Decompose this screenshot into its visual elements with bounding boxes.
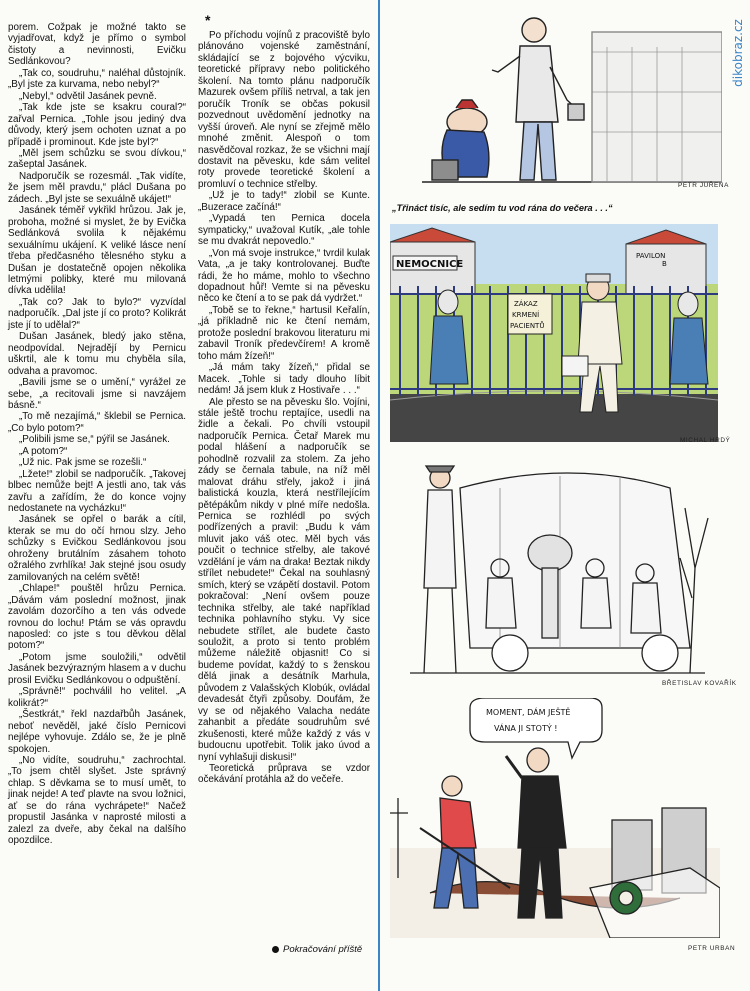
paragraph: „Správně!“ pochválil ho velitel. „A kolikrát?“: [8, 686, 186, 709]
paragraph: „Tak co? Jak to bylo?“ vyzvídal nadporučík. „Dal jste jí co proto? Kolikrát jste jí to udělal?“: [8, 296, 186, 331]
paragraph: „Polibili jsme se,“ pýřil se Jasánek.: [19, 434, 170, 446]
speech-line-1: MOMENT, DÁM JEŠTĚ: [486, 708, 571, 717]
sign-hospital: NEMOCNICE: [396, 259, 464, 270]
cartoon-soldiers-trailer: [390, 448, 720, 686]
paragraph: Po příchodu vojínů z pracoviště bylo plánováno vojenské zaměstnání, skládající se z bojového výcviku, teoretické přípravy nebo politického školení. Na tomto plánu nadporučík Mazurek ovšem příliš netrval, a tak jen poručík Troník se občas pokusil pozvednout uvědomění jednotky na vyšší úroveň. Ale nyní se zřejmě mělo mnohé změnit. Alespoň o tom nasvědčoval rozkaz, že se všichni mají dostavit na pěvesku, kde sám velitel roty provede teoretické školení a promluví o technice střelby.: [198, 30, 370, 190]
text-column-left: [8, 22, 186, 847]
paragraph: „Chlape!“ pouštěl hrůzu Pernica. „Dávám vám poslední možnost, jinak zavolám dozorčího a ten vás odvede rovnou do lochu! Ptám se vás opravdu naposled: co jste s tou děvkou dělal potom?“: [8, 583, 186, 652]
sign-pavilion-letter: B: [662, 260, 667, 268]
paragraph: „Já mám taky žízeň,“ přidal se Macek. „Tohle si tady dlouho líbit nedám! Já jsem kluk z Hostivaře . . .“: [198, 362, 370, 397]
paragraph: porem. Cožpak je možné takto se vyjadřovat, když je přímo o symbol čistoty a nevinnosti, Evičku Sedlánkovou?: [8, 22, 186, 68]
notice-line-3: PACIENTŮ: [510, 322, 545, 330]
paragraph: „Už nic. Pak jsme se rozešli.“: [19, 457, 147, 469]
paragraph: „Nebyl,“ odvětil Jasánek pevně.: [19, 90, 157, 102]
cartoon-gravedigger: [390, 698, 720, 938]
paragraph: „Von má svoje instrukce,“ tvrdil kulak Vata, „a je taky kontrolovanej. Buďte rádi, že ho máme, mohlo to všechno dopadnout hůř! Vemte si na pěvesku něco ke čtení a to se pak dá vydržet.“: [198, 247, 370, 305]
credit-michal-hrdy: MICHAL HRDÝ: [680, 437, 731, 444]
credit-petr-jurena: PETR JUŘENA: [678, 182, 729, 189]
paragraph: „Tobě se to řekne,“ hartusil Keřalín, „já příkladně nic ke čtení nemám, protože poslední brakovou literaturu mi zabavil Troník předevčírem! A kromě toho mám žízeň!“: [198, 304, 370, 362]
credit-petr-urban: PETR URBAN: [688, 945, 736, 952]
paragraph: „Tak co, soudruhu,“ naléhal důstojník. „Byl jste za kurvama, nebo nebyl?“: [8, 67, 186, 91]
paragraph: Jasánek téměř vykřikl hrůzou. Jak je, proboha, možné si myslet, že by Evička Sedlánková svolila k nějakému sexuálnímu ukájení. K veliké lásce není třeba předčasného tělesného styku a Dušan je dostatečně opojen několika letmými polibky, které mu milovaná dívka udělila!: [8, 205, 186, 297]
paragraph: „Už je to tady!“ zlobil se Kunte. „Buzerace začíná!“: [198, 190, 370, 213]
paragraph: Ale přesto se na pěvesku šlo. Vojíni, stále ještě trochu reptajíce, usedli na židle a čekali. Po chvíli vstoupil nadporučík Pernica. Četař Marek mu podal hlášení a nadporučík se pohodlně rozvalil za stolem. Za jeho zády se černala tabule, na níž měl malovat dráhu střely, jakož i jiná balistická kouzla, která nestřílejícím pětépákům nikdy v plné míře nedošla. Pernica se rozhlédl po svých podřízených a pravil: „Budu k vám mluvit jako váš otec. Měl bych vás poučit o technice střelby, ale takové vzdělání je vám na draka! Beztak nikdy střílet nebudete!“ Čekal na souhlasný smích, který se vzápětí dostavil. Potom pokračoval: „Není ovšem pouze technika střelby, ale také například technika pohlavního styku. Vy sice nebudete střílet, ale budete často souložit, a proto si tento problém můžeme náležitě objasnit! Co si budeme povídat, každý to s ženskou dělá jinak a desátník Marhula, původem z Valašských Klobúk, ovládal devadesát čtyři způsoby. Doufám, že vy se od nějakého Valacha nedáte zahanbit a předáte soudruhům své zkušenosti, které může každý z vás v budoucnu upotřebit. Tolik jako úvod a nyní vyhlašuji diskusi!“: [198, 396, 370, 763]
paragraph: Teoretická průprava se vzdor očekávání protáhla až do večeře.: [198, 763, 370, 786]
paragraph: „Měl jsem schůzku se svou dívkou,“ zašeptal Jasánek.: [8, 147, 186, 171]
section-asterisk: *: [205, 12, 211, 28]
site-watermark: dikobraz.cz: [731, 19, 745, 87]
paragraph: „No vidíte, soudruhu,“ zachrochtal. „To jsem chtěl slyšet. Jste správný chlap. S děvkama se to musí umět, to jinak nejde! A teď plavte na svou ložnici, ať se do rána vychrápete!“ Načež propustil Jasánka v naprosté milosti a zalezl za dveře, aby čekal na dalšího opozdilce.: [8, 755, 186, 847]
paragraph: „Lžete!“ zlobil se nadporučík. „Takovej blbec nemůže bejt! A jestli ano, tak vás zavřu a zařídím, že do konce vojny nedostanete na vycházku!“: [8, 468, 186, 515]
paragraph: „Vypadá ten Pernica docela sympaticky,“ uvažoval Kutík, „ale tohle se mu dvakrát nepovedlo.“: [198, 213, 370, 248]
notice-line-2: KRMENÍ: [512, 311, 540, 319]
paragraph: „Potom jsme souložili,“ odvětil Jasánek bezvýrazným hlasem a v duchu prosil Evičku Sedlánkovou o odpuštění.: [8, 651, 186, 686]
column-divider: [378, 0, 380, 991]
paragraph: Nadporučík se rozesmál. „Tak vidíte, že jsem měl pravdu,“ plácl Dušana po zádech. „Byl jste se sexuálně ukájet!“: [8, 170, 186, 205]
notice-line-1: ZÁKAZ: [514, 300, 538, 308]
speech-line-2: VÁNA JI STOTÝ !: [494, 724, 558, 733]
paragraph: „Bavili jsme se o umění,“ vyrážel ze sebe, „a recitovali jsme si navzájem básně.“: [8, 377, 186, 411]
sign-pavilion: PAVILON: [636, 252, 666, 260]
credit-bretislav-kovarik: BŘETISLAV KOVAŘÍK: [662, 680, 737, 687]
paragraph: „To mě nezajímá,“ šklebil se Pernica. „Co bylo potom?“: [8, 411, 186, 434]
paragraph: „Tak kde jste se ksakru coural?“ zařval Pernica. „Tohle jsou jediný dva důvody, který jsem ochoten uznat a po případě i prominout. Kde jste byl?“: [8, 102, 186, 148]
cartoon-hospital: [390, 224, 718, 442]
cartoon-beggar: [392, 12, 722, 197]
paragraph: „Šestkrát,“ řekl nazdařbůh Jasánek, neboť nevěděl, jaké číslo Pernicovi nejlépe vyhovuje. Zdálo se, že je plně spokojen.: [8, 709, 186, 755]
text-column-middle: [198, 30, 370, 786]
paragraph: Dušan Jasánek, bledý jako stěna, neodpovídal. Nejradějí by Pernicu uškrtil, ale k tomu mu chyběla síla, odvaha a pravomoc.: [8, 331, 186, 377]
paragraph: „A potom?“: [19, 445, 68, 457]
continue-note: Pokračování příště: [272, 944, 362, 955]
cartoon-caption: „Třináct tisíc, ale sedím tu vod rána do večera . . .“: [392, 203, 613, 213]
paragraph: Jasánek se opřel o barák a cítil, kterak se mu do očí hrnou slzy. Jeho schůzky s Evičkou Sedlánkovou jsou ohroženy brutálním zásahem tohoto ožralého zvrhlíka! Jak stejné jsou osudy zamilovaných na celém světě!: [8, 514, 186, 583]
bullet-icon: [272, 946, 279, 953]
